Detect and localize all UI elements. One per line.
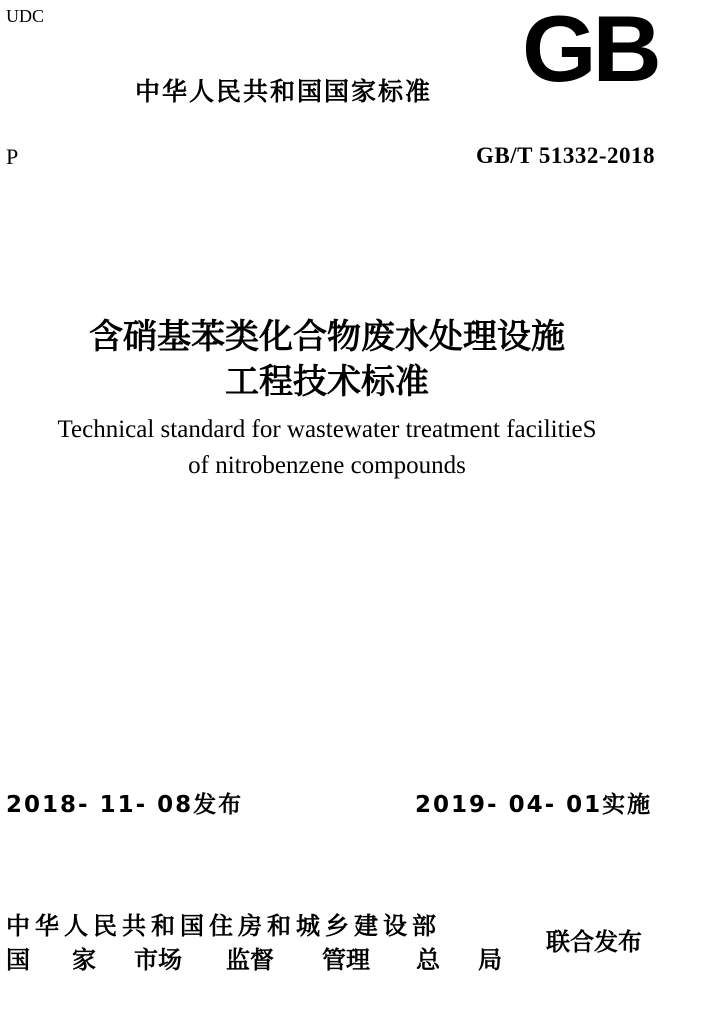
standard-number: GB/T 51332-2018: [476, 143, 655, 168]
chinese-title-line-2: 工程技术标准: [225, 362, 429, 402]
issuer-admin-part: 局: [478, 946, 502, 974]
issuer-admin-part: 市场: [134, 946, 182, 974]
english-title-line-1: Technical standard for wastewater treatment facilitieS: [57, 416, 597, 443]
issuer-admin-part: 总: [416, 946, 440, 974]
issuer-ministry: 中华人民共和国住房和城乡建设部: [6, 912, 441, 940]
national-standard-heading: 中华人民共和国国家标准: [135, 77, 433, 106]
classification-code: P: [6, 144, 19, 169]
gb-logo: GB: [522, 0, 658, 101]
udc-label: UDC: [6, 6, 45, 26]
issuer-admin-part: 管理: [322, 946, 370, 974]
issuer-admin-part: 监督: [226, 946, 274, 974]
implementation-date: 2019- 04- 01实施: [415, 792, 653, 818]
issue-date: 2018- 11- 08发布: [6, 792, 244, 818]
issuer-admin-part: 国: [6, 946, 30, 974]
english-title-line-2: of nitrobenzene compounds: [188, 452, 466, 479]
chinese-title-line-1: 含硝基苯类化合物废水处理设施: [89, 317, 565, 357]
issuer-admin-part: 家: [72, 946, 96, 974]
joint-release-label: 联合发布: [546, 928, 642, 956]
